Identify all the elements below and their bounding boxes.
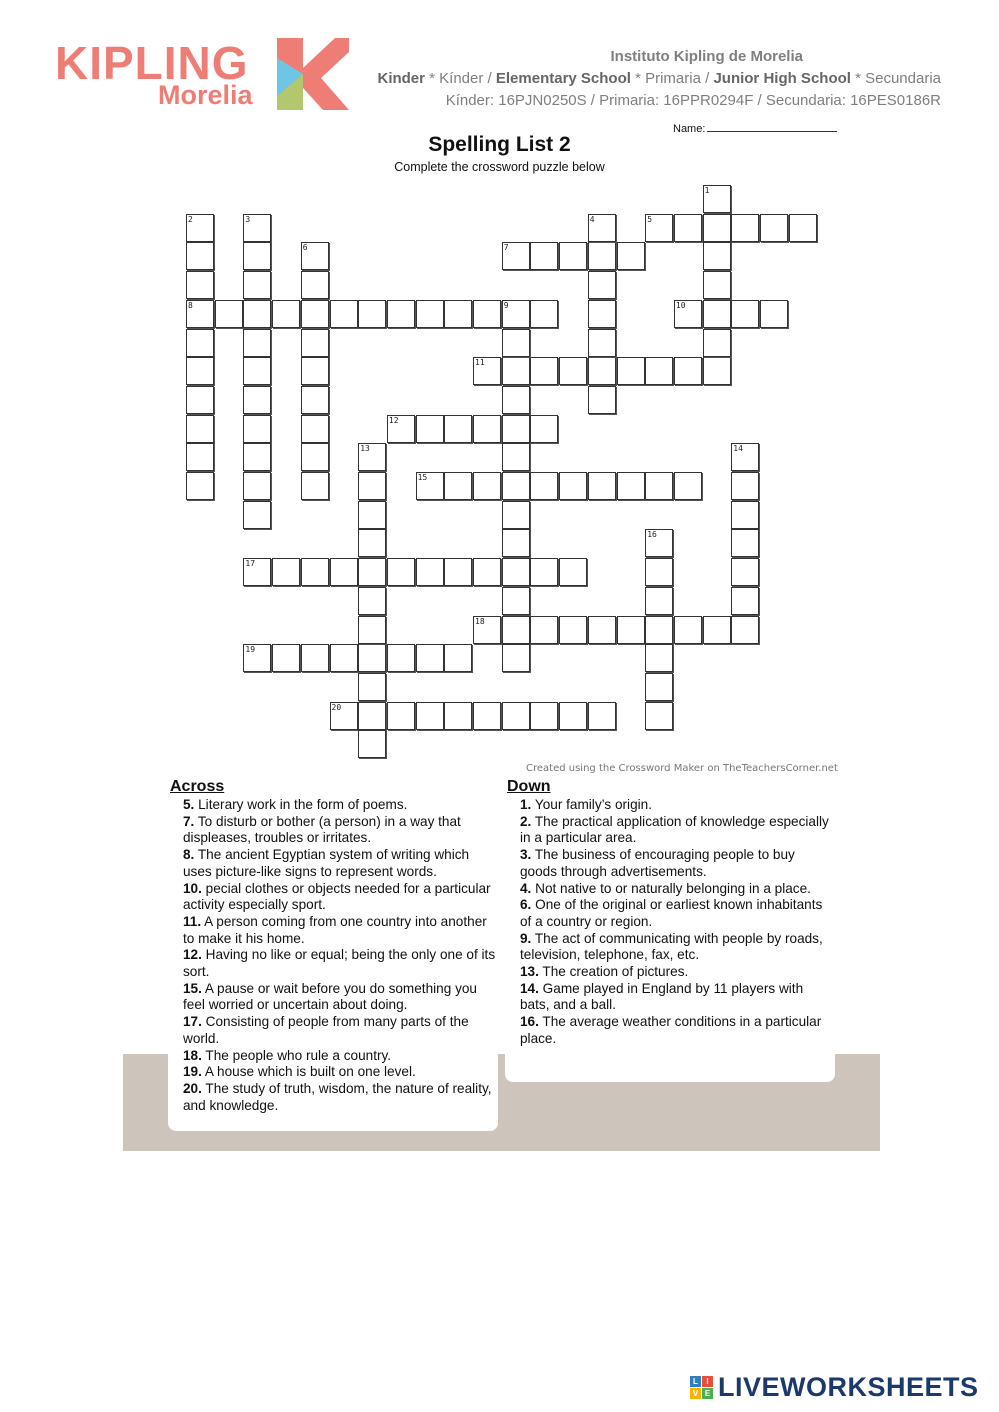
crossword-cell[interactable]: [703, 242, 731, 270]
crossword-cell[interactable]: [502, 357, 530, 385]
clue-number: 8: [188, 300, 193, 310]
clue-number: 19: [245, 645, 256, 655]
clue-item: [183, 1081, 498, 1114]
crossword-cell[interactable]: [243, 558, 271, 586]
crossword-cell[interactable]: [502, 529, 530, 557]
clue-number: 1.: [520, 797, 532, 812]
clue-number: 17.: [183, 1014, 202, 1030]
crossword-cell[interactable]: [731, 558, 759, 586]
clue-number: 16.: [520, 1014, 539, 1030]
crossword-cell[interactable]: [215, 300, 243, 328]
crossword-cell[interactable]: [444, 300, 472, 328]
clue-text: Not native to or naturally belonging in a place.: [531, 880, 811, 896]
crossword-cell[interactable]: [559, 242, 587, 270]
name-label: Name:: [673, 123, 706, 135]
crossword-cell[interactable]: [559, 616, 587, 644]
clue-number: 13: [360, 444, 370, 454]
crossword-cell[interactable]: [358, 300, 386, 328]
crossword-cell[interactable]: [301, 644, 329, 672]
crossword-cell[interactable]: [358, 501, 386, 529]
crossword-cell[interactable]: [617, 472, 645, 500]
level-kinder: Kinder: [377, 70, 425, 87]
clue-text: Literary work in the form of poems.: [194, 797, 408, 812]
crossword-cell[interactable]: [444, 472, 472, 500]
clue-item: [183, 981, 498, 1014]
clue-number: 18: [475, 616, 485, 626]
clue-text: pecial clothes or objects needed for a particular activity especially sport.: [183, 880, 491, 913]
clue-text: Your family’s origin.: [531, 797, 652, 812]
crossword-cell[interactable]: [731, 501, 759, 529]
crossword-cell[interactable]: [358, 616, 386, 644]
crossword-cell[interactable]: [243, 443, 271, 471]
clue-text: A pause or wait before you do something you feel worried or uncertain about doing.: [183, 980, 477, 1013]
school-levels: Kinder * Kínder / Elementary School * Primaria / Junior High School * Secundaria: [377, 70, 941, 87]
crossword-cell[interactable]: [588, 271, 616, 299]
crossword-cell[interactable]: [243, 415, 271, 443]
clue-number: 2: [188, 214, 193, 224]
crossword-cell[interactable]: [416, 644, 444, 672]
crossword-cell[interactable]: [502, 300, 530, 328]
clue-number: 7.: [183, 813, 195, 829]
crossword-cell[interactable]: [473, 415, 501, 443]
clue-number: 10.: [183, 880, 202, 896]
crossword-cell[interactable]: [301, 558, 329, 586]
crossword-cell[interactable]: [502, 616, 530, 644]
crossword-cell[interactable]: [473, 357, 501, 385]
clue-item: [183, 947, 498, 980]
crossword-cell[interactable]: [444, 644, 472, 672]
clue-item: [520, 1014, 835, 1047]
clue-number: 7: [503, 243, 509, 253]
clue-number: 12.: [183, 947, 202, 963]
crossword-cell[interactable]: [186, 271, 214, 299]
clue-number: 5: [647, 214, 653, 224]
clue-text: The study of truth, wisdom, the nature of reality, and knowledge.: [183, 1080, 492, 1113]
crossword-cell[interactable]: [301, 415, 329, 443]
crossword-cell[interactable]: [760, 300, 788, 328]
crossword-cell[interactable]: [186, 214, 214, 242]
crossword-cell[interactable]: [530, 702, 558, 730]
clue-number: 16: [647, 530, 657, 540]
clue-item: [520, 881, 835, 898]
down-clue-list: [520, 797, 835, 1048]
clue-number: 6: [302, 243, 308, 253]
clue-number: 15: [417, 473, 428, 482]
crossword-cell[interactable]: [502, 558, 530, 586]
liveworksheets-logo: [690, 1370, 990, 1404]
clue-text: A house which is built on one level.: [201, 1064, 416, 1080]
crossword-cell[interactable]: [645, 558, 673, 586]
crossword-cell[interactable]: [301, 242, 329, 270]
clue-number: 19.: [183, 1064, 202, 1080]
crossword-cell[interactable]: [358, 529, 386, 557]
crossword-cell[interactable]: [588, 472, 616, 500]
clue-text: The practical application of knowledge especially in a particular area.: [520, 813, 829, 846]
crossword-cell[interactable]: [674, 472, 702, 500]
clue-text: The creation of pictures.: [538, 964, 689, 980]
crossword-cell[interactable]: [358, 644, 386, 672]
across-panel: [168, 778, 498, 1131]
clue-number: 14.: [520, 980, 539, 996]
crossword-cell[interactable]: [645, 472, 673, 500]
crossword-cell[interactable]: [731, 587, 759, 615]
crossword-cell[interactable]: [416, 702, 444, 730]
crossword-cell[interactable]: [502, 386, 530, 414]
crossword-cell[interactable]: [645, 616, 673, 644]
crossword-cell[interactable]: [301, 271, 329, 299]
clue-number: 15.: [183, 980, 202, 996]
crossword-cell[interactable]: [703, 357, 731, 385]
crossword-cell[interactable]: [645, 214, 673, 242]
crossword-cell[interactable]: [272, 300, 300, 328]
crossword-cell[interactable]: [358, 443, 386, 471]
crossword-cell[interactable]: [674, 300, 702, 328]
clue-number: 5.: [183, 797, 195, 812]
level-junior-high: Junior High School: [713, 70, 851, 87]
clue-item: [520, 897, 835, 930]
clue-text: The act of communicating with people by roads, television, telephone, fax, etc.: [520, 930, 823, 963]
crossword-cell[interactable]: [502, 443, 530, 471]
crossword-cell[interactable]: [502, 472, 530, 500]
clue-number: 14: [733, 444, 743, 454]
crossword-cell[interactable]: [703, 616, 731, 644]
crossword-cell[interactable]: [387, 644, 415, 672]
crossword-cell[interactable]: [559, 558, 587, 586]
crossword-cell[interactable]: [588, 616, 616, 644]
worksheet-subtitle: Complete the crossword puzzle below: [394, 160, 605, 174]
crossword-cell[interactable]: [530, 558, 558, 586]
crossword-cell[interactable]: [186, 443, 214, 471]
crossword-cell[interactable]: [444, 702, 472, 730]
credit-text: Created using the Crossword Maker on TheTeachersCorner.net: [526, 763, 838, 774]
down-panel: [505, 778, 835, 1082]
clue-number: 3.: [520, 847, 532, 863]
crossword-cell[interactable]: [789, 214, 817, 242]
crossword-cell[interactable]: [588, 300, 616, 328]
crossword-cell[interactable]: [530, 357, 558, 385]
crossword-cell[interactable]: [330, 300, 358, 328]
crossword-cell[interactable]: [559, 702, 587, 730]
worksheet-title: Spelling List 2: [428, 133, 571, 156]
crossword-cell[interactable]: [301, 300, 329, 328]
clue-text: The average weather conditions in a particular place.: [520, 1014, 822, 1046]
crossword-cell[interactable]: [559, 472, 587, 500]
clue-item: [183, 1064, 498, 1081]
clue-item: [183, 881, 498, 914]
crossword-cell[interactable]: [502, 501, 530, 529]
crossword-cell[interactable]: [473, 702, 501, 730]
crossword-cell[interactable]: [243, 300, 271, 328]
level-elementary: Elementary School: [495, 70, 631, 87]
crossword-cell[interactable]: [387, 558, 415, 586]
crossword-cell[interactable]: [416, 472, 444, 500]
crossword-cell[interactable]: [243, 242, 271, 270]
crossword-cell[interactable]: [272, 644, 300, 672]
crossword-cell[interactable]: [243, 214, 271, 242]
crossword-cell[interactable]: [186, 472, 214, 500]
crossword-cell[interactable]: [301, 443, 329, 471]
crossword-cell[interactable]: [358, 702, 386, 730]
crossword-cell[interactable]: [473, 616, 501, 644]
crossword-cell[interactable]: [731, 214, 759, 242]
crossword-cell[interactable]: [530, 300, 558, 328]
clue-item: [183, 914, 498, 947]
crossword-cell[interactable]: [387, 300, 415, 328]
clue-number: 20: [331, 702, 342, 712]
crossword-cell[interactable]: [243, 329, 271, 357]
crossword-cell[interactable]: [416, 415, 444, 443]
crossword-cell[interactable]: [186, 415, 214, 443]
crossword-cell[interactable]: [674, 214, 702, 242]
crossword-cell[interactable]: [358, 673, 386, 701]
clue-text: A person coming from one country into another to make it his home.: [183, 913, 487, 946]
crossword-cell[interactable]: [243, 501, 271, 529]
clue-number: 4.: [520, 880, 532, 896]
crossword-cell[interactable]: [645, 357, 673, 385]
crossword-cell[interactable]: [731, 443, 759, 471]
crossword-cell[interactable]: [703, 185, 731, 213]
crossword-cell[interactable]: [186, 329, 214, 357]
clue-number: 12: [388, 415, 399, 425]
crossword-cell[interactable]: [731, 300, 759, 328]
clue-item: [183, 1048, 498, 1065]
crossword-cell[interactable]: [186, 242, 214, 270]
crossword-cell[interactable]: [588, 329, 616, 357]
crossword-cell[interactable]: [330, 558, 358, 586]
school-codes: Kínder: 16PJN0250S / Primaria: 16PPR0294F / Secundaria: 16PES0186R: [445, 92, 941, 109]
institute-name: Instituto Kipling de Morelia: [610, 48, 803, 65]
crossword-cell[interactable]: [243, 386, 271, 414]
clue-item: [183, 797, 498, 814]
clue-number: 11: [475, 358, 485, 368]
crossword-cell[interactable]: [760, 214, 788, 242]
clue-number: 2.: [520, 813, 532, 829]
clue-text: Consisting of people from many parts of the world.: [183, 1014, 469, 1046]
crossword-cell[interactable]: [186, 357, 214, 385]
clue-item: [520, 847, 835, 880]
clue-text: The people who rule a country.: [201, 1047, 392, 1063]
crossword-cell[interactable]: [674, 357, 702, 385]
clue-item: [183, 847, 498, 880]
logo-wordmark: KIPLING: [55, 37, 249, 89]
crossword-cell[interactable]: [330, 702, 358, 730]
clue-number: 10: [675, 300, 686, 310]
crossword-cell[interactable]: [243, 644, 271, 672]
clue-item: [183, 1014, 498, 1047]
crossword-cell[interactable]: [645, 702, 673, 730]
clue-number: 9.: [520, 930, 532, 946]
down-heading: Down: [507, 778, 551, 795]
across-heading: Across: [170, 778, 225, 795]
crossword-cell[interactable]: [731, 529, 759, 557]
liveworksheets-wordmark: LIVEWORKSHEETS: [718, 1372, 979, 1402]
logo-subtitle: Morelia: [158, 80, 253, 110]
crossword-cell[interactable]: [530, 616, 558, 644]
clue-number: 4: [589, 214, 595, 224]
clue-item: [520, 931, 835, 964]
crossword-cell[interactable]: [243, 357, 271, 385]
crossword-cell[interactable]: [674, 616, 702, 644]
crossword-cell[interactable]: [243, 472, 271, 500]
crossword-cell[interactable]: [473, 558, 501, 586]
clue-number: 6.: [520, 897, 532, 913]
clue-text: One of the original or earliest known inhabitants of a country or region.: [520, 897, 823, 929]
clue-item: [183, 814, 498, 847]
crossword-cell[interactable]: [617, 242, 645, 270]
crossword-cell[interactable]: [243, 271, 271, 299]
crossword-cell[interactable]: [588, 386, 616, 414]
liveworksheets-icon: L I V E: [690, 1376, 714, 1400]
clue-item: [520, 797, 835, 814]
crossword-cell[interactable]: [186, 300, 214, 328]
crossword-cell[interactable]: [358, 472, 386, 500]
crossword-cell[interactable]: [502, 415, 530, 443]
crossword-cell[interactable]: [530, 472, 558, 500]
clue-number: 1: [704, 186, 710, 195]
clue-number: 9: [503, 300, 509, 310]
crossword-cell[interactable]: [387, 415, 415, 443]
crossword-cell[interactable]: [588, 214, 616, 242]
crossword-cell[interactable]: [645, 587, 673, 615]
crossword-cell[interactable]: [645, 673, 673, 701]
crossword-cell[interactable]: [502, 242, 530, 270]
crossword-cell[interactable]: [301, 386, 329, 414]
crossword-cell[interactable]: [502, 702, 530, 730]
clue-text: The ancient Egyptian system of writing which uses picture-like signs to represent words.: [183, 847, 470, 879]
crossword-cell[interactable]: [731, 472, 759, 500]
crossword-cell[interactable]: [186, 386, 214, 414]
clue-number: 20.: [183, 1080, 202, 1096]
crossword-cell[interactable]: [387, 702, 415, 730]
clue-number: 18.: [183, 1047, 202, 1063]
crossword-cell[interactable]: [473, 300, 501, 328]
crossword-cell[interactable]: [645, 644, 673, 672]
crossword-cell[interactable]: [502, 587, 530, 615]
crossword-cell[interactable]: [588, 242, 616, 270]
clue-text: Having no like or equal; being the only one of its sort.: [183, 947, 496, 980]
crossword-cell[interactable]: [473, 472, 501, 500]
crossword-cell[interactable]: [588, 702, 616, 730]
crossword-cell[interactable]: [617, 616, 645, 644]
crossword-cell[interactable]: [301, 472, 329, 500]
crossword-cell[interactable]: [530, 415, 558, 443]
clue-number: 13.: [520, 964, 539, 980]
crossword-cell[interactable]: [703, 214, 731, 242]
clue-text: Game played in England by 11 players with bats, and a ball.: [520, 980, 804, 1013]
crossword-cell[interactable]: [703, 271, 731, 299]
clue-text: The business of encouraging people to buy goods through advertisements.: [520, 847, 795, 879]
crossword-cell[interactable]: [731, 616, 759, 644]
clue-number: 17: [245, 559, 256, 569]
crossword-cell[interactable]: [416, 558, 444, 586]
clue-item: [520, 814, 835, 847]
across-clue-list: [183, 797, 498, 1114]
crossword-cell[interactable]: [502, 644, 530, 672]
clue-number: 11.: [183, 913, 202, 929]
crossword-cell[interactable]: [617, 357, 645, 385]
crossword-cell[interactable]: [530, 242, 558, 270]
crossword-cell[interactable]: [703, 300, 731, 328]
crossword-cell[interactable]: [330, 644, 358, 672]
clue-text: To disturb or bother (a person) in a way that displeases, troubles or irritates.: [183, 813, 461, 846]
crossword-cell[interactable]: [703, 329, 731, 357]
crossword-cell[interactable]: [645, 529, 673, 557]
crossword-cell[interactable]: [588, 357, 616, 385]
crossword-cell[interactable]: [502, 329, 530, 357]
clue-item: [520, 981, 835, 1014]
clue-number: 8.: [183, 847, 195, 863]
crossword-cell[interactable]: [358, 730, 386, 758]
crossword-cell[interactable]: [416, 300, 444, 328]
crossword-cell[interactable]: [559, 357, 587, 385]
crossword-cell[interactable]: [358, 558, 386, 586]
clue-number: 3: [245, 214, 251, 224]
crossword-cell[interactable]: [444, 558, 472, 586]
clue-item: [520, 964, 835, 981]
crossword-cell[interactable]: [272, 558, 300, 586]
crossword-cell[interactable]: [444, 415, 472, 443]
crossword-cell[interactable]: [358, 587, 386, 615]
crossword-cell[interactable]: [301, 329, 329, 357]
crossword-cell[interactable]: [301, 357, 329, 385]
